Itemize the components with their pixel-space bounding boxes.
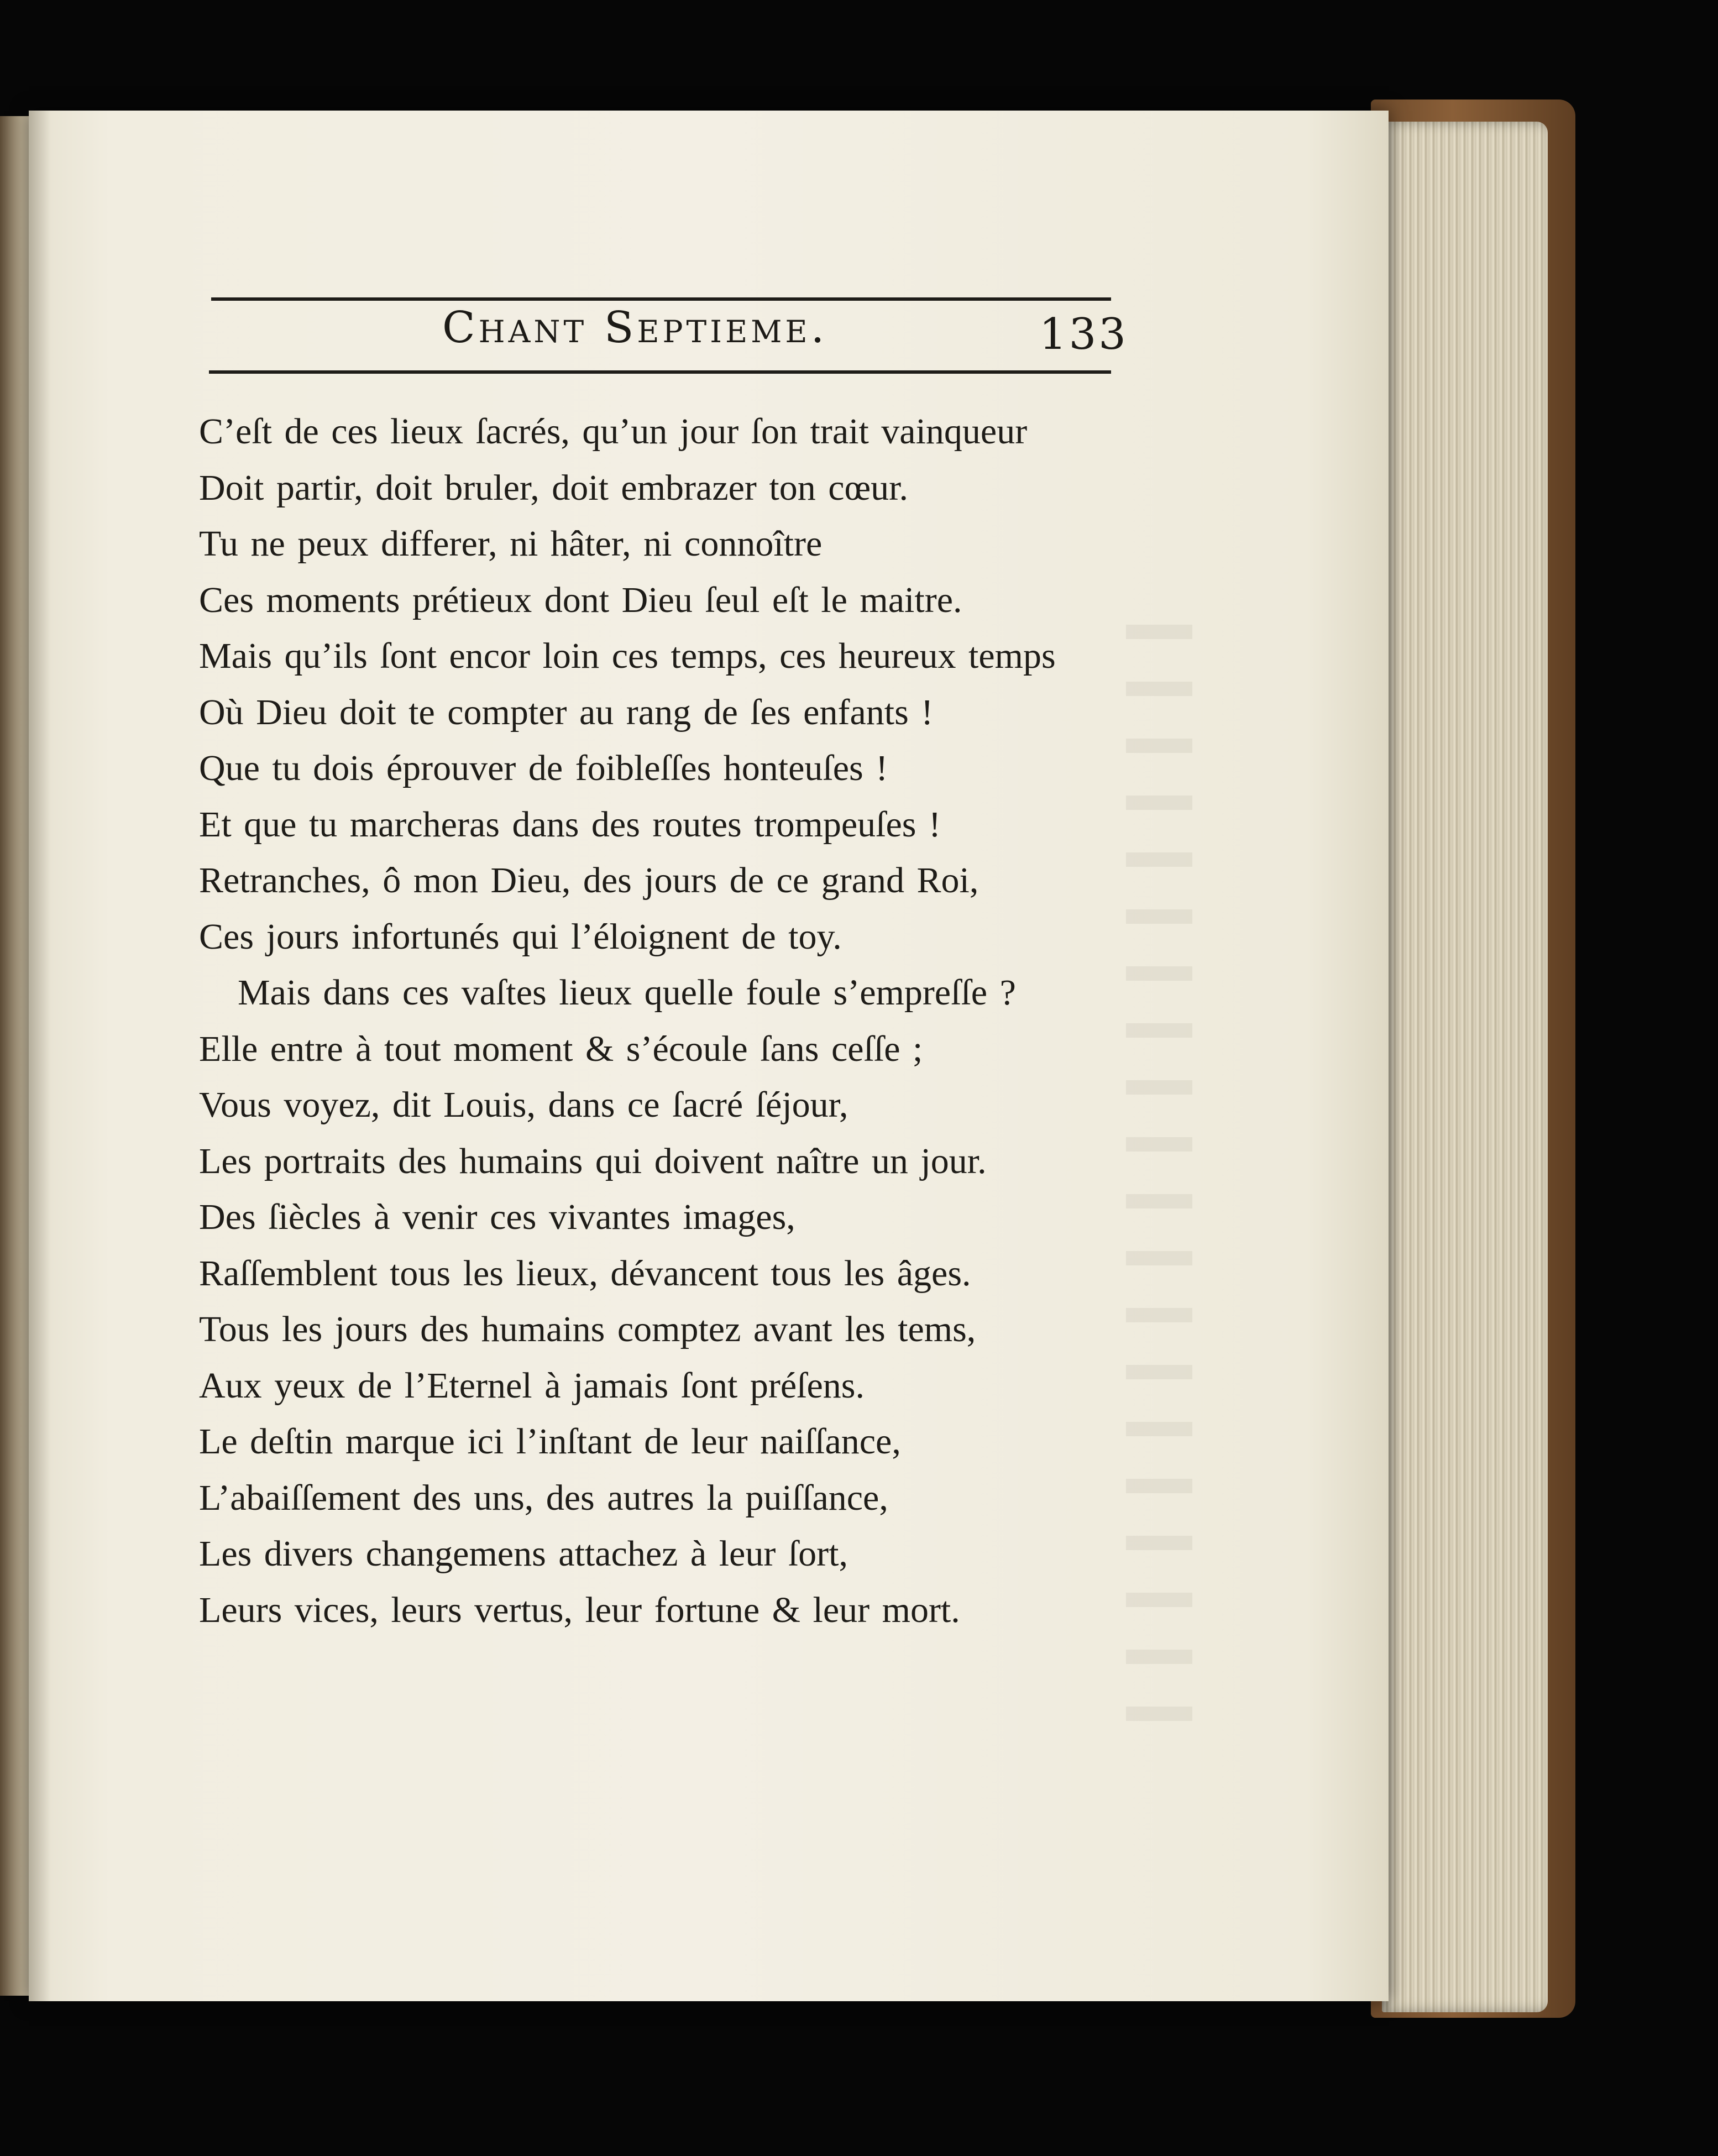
verse-line: Retranches, ô mon Dieu, des jours de ce grand Roi, [199,860,979,901]
verse-text [199,404,1139,1638]
verse-line: Les divers changemens attachez à leur ſort, [199,1534,848,1574]
gutter-shadow [29,111,51,2001]
verse-line: Mais qu’ils ſont encor loin ces temps, ces heureux temps [199,636,1056,676]
page-edges-stack [1382,122,1548,2012]
verse-line: C’eſt de ces lieux ſacrés, qu’un jour ſon trait vainqueur [199,411,1028,452]
page-number: 133 [1039,310,1128,359]
verse-line: Où Dieu doit te compter au rang de ſes enfants ! [199,692,934,732]
verse-line: Les portraits des humains qui doivent naître un jour. [199,1140,987,1181]
header-rule-top [211,297,1111,301]
verse-line: Ces jours infortunés qui l’éloignent de toy. [199,916,842,957]
verse-line: Tous les jours des humains comptez avant les tems, [199,1309,976,1349]
verse-line: Raſſemblent tous les lieux, dévancent tous les âges. [199,1253,971,1294]
running-head: Chant Septieme. [442,303,828,353]
verse-line: Elle entre à tout moment & s’écoule ſans ceſſe ; [199,1028,923,1069]
verse-line: Leurs vices, leurs vertus, leur fortune & leur mort. [199,1589,960,1630]
verse-line: Des ſiècles à venir ces vivantes images, [199,1197,795,1237]
verse-line: L’abaiſſement des uns, des autres la puiſſance, [199,1477,888,1518]
verse-line-paragraph-start: Mais dans ces vaſtes lieux quelle foule s’empreſſe ? [238,972,1016,1013]
verse-line: Ces moments prétieux dont Dieu ſeul eſt le maitre. [199,579,962,620]
verse-line: Doit partir, doit bruler, doit embrazer ton cœur. [199,467,909,508]
verse-line: Et que tu marcheras dans des routes trompeuſes ! [199,804,941,845]
verse-line: Vous voyez, dit Louis, dans ce ſacré ſéjour, [199,1085,848,1125]
header-rule-bottom [209,370,1111,374]
verse-line: Le deſtin marque ici l’inſtant de leur naiſſance, [199,1421,901,1462]
verse-line: Aux yeux de l’Eternel à jamais ſont préſens. [199,1365,865,1406]
verse-line: Tu ne peux differer, ni hâter, ni connoître [199,524,823,564]
verse-line: Que tu dois éprouver de foibleſſes honteuſes ! [199,748,888,788]
